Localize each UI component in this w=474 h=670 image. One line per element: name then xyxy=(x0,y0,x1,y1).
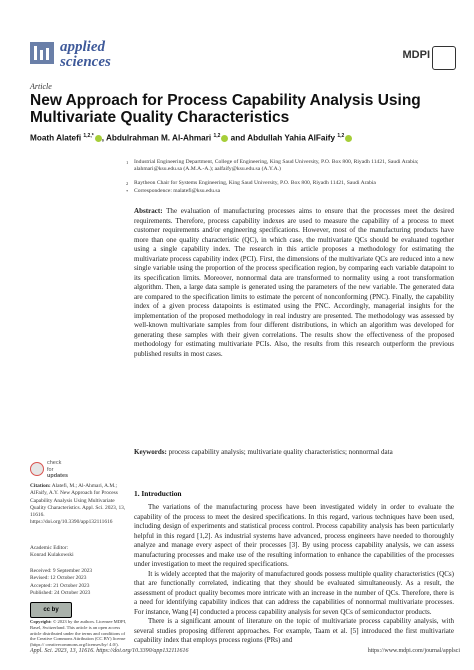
section-heading: 1. Introduction xyxy=(134,489,182,498)
author-affil-sup: 1,2 xyxy=(213,133,221,139)
orcid-icon[interactable] xyxy=(221,135,228,142)
revised-date: Revised: 12 October 2023 xyxy=(30,575,87,582)
copyright-block xyxy=(30,619,128,648)
abstract xyxy=(134,207,454,359)
affiliation xyxy=(126,159,454,173)
check-updates-line1: check for xyxy=(47,460,62,473)
author-affil-sup: 1,2 xyxy=(337,133,345,139)
intro-paragraph: The variations of the manufacturing process have been investigated widely in order to evaluate the capability of the process to meet the desired specifications. In this regard, various techniques have been used, including design of experiments and statistical process control. Process capability analysis has been particularly helpful in this regard [1,2]. As industrial systems have advanced, process engineers have needed to thoroughly analyze and manage every aspect of their processes [3]. By using process capability analysis, we can assess manufacturing processes and make use of the resulting information to enhance the capabilities of the processes under investigation to meet the required specifications. xyxy=(134,503,454,568)
editor-block xyxy=(30,545,128,560)
affiliation-text: Raytheon Chair for Systems Engineering, King Saud University, P.O. Box 800, Riyadh 11421, Saudi Arabia xyxy=(134,180,376,186)
author-list: Moath Alatefi $^{1,2,*}$ , Abdulrahman M. Al-Ahmari $^{1,2}$ and Abdullah Yahia AlFaify $^{1,2}$ xyxy=(30,133,450,143)
cc-license-badge[interactable]: cc by xyxy=(30,602,72,618)
citation-label: Citation: xyxy=(30,483,51,489)
mdpi-logo-icon[interactable] xyxy=(432,46,456,70)
copyright-label: Copyright: xyxy=(30,619,52,624)
journal-name[interactable] xyxy=(60,40,111,70)
copyright-text: © 2023 by the authors. Licensee MDPI, Basel, Switzerland. This article is an open access article distributed under the terms and conditions of the Creative Commons Attribution (CC BY) license (https:// creativecommons.org/licenses/by/ 4.0/). xyxy=(30,619,127,648)
affiliation-number: 2 xyxy=(126,181,129,186)
correspondence-text: Correspondence: malatefi@ksu.edu.sa xyxy=(134,188,221,194)
check-for-updates-badge[interactable] xyxy=(30,460,69,480)
editor-label: Academic Editor: xyxy=(30,545,69,551)
article-title: New Approach for Process Capability Analysis Using Multivariate Quality Characteristics xyxy=(30,92,421,126)
journal-name-line2: sciences xyxy=(60,54,111,70)
abstract-text: The evaluation of manufacturing processes aims to ensure that the processes meet the desired requirements. Therefore, process capability indexes are used to measure the capability of a process to meet customer requirements and/or engineering specifications. However, most of the manufacturing products have more than one quality characteristic (QC), in which case, the multivariate QCs should be evaluated together using a single capability index. The research in this article proposes a methodology for estimating the multivariate process capability index (PCI). First, the dimensions of the multivariate QCs are reduced into a new single variable using the proportion of the process specification region, by comparing each variable datapoint to its specification limits. Moreover, nonnormal data are transformed to normality using a root transformation algorithm. Then, a large data sample is generated using the parameters of the new variable. The generated data are compared to the specification limits to estimate the percent of nonconforming (PNC). Finally, the capability index of a given process datapoints is estimated using the PNC. Accordingly, managerial insights for the implementation of the proposed methodology in real industry are presented. The methodology was assessed by well-known multivariate samples from four different distributions, in which an algorithm was developed for generating these samples with their given correlations. The results show the effectiveness of the proposed methodology for estimating multivariate PCIs. Also, the results from this research outperform the previous published results in most cases. xyxy=(134,207,454,358)
intro-paragraph: There is a significant amount of literature on the topic of multivariate process capability analysis, with several studies proposing different approaches. For example, Taam et al. [5] introduced the first multivariate capability index that employs process regions (PRs) and xyxy=(134,617,454,644)
affiliation xyxy=(126,188,454,195)
author-name[interactable]: Moath Alatefi xyxy=(30,133,82,143)
abstract-label: Abstract: xyxy=(134,207,163,215)
keywords-label: Keywords: xyxy=(134,448,167,456)
accepted-date: Accepted: 21 October 2023 xyxy=(30,582,90,589)
introduction-body xyxy=(134,503,454,646)
check-updates-icon xyxy=(30,462,44,476)
citation-block xyxy=(30,483,128,527)
journal-name-line1: applied xyxy=(60,39,105,55)
editor-name: Konrad Kulakowski xyxy=(30,552,74,559)
author-name[interactable]: Abdulrahman M. Al-Ahmari xyxy=(105,133,212,143)
affiliation-text: Industrial Engineering Department, College of Engineering, King Saud University, P.O. Box 800, Riyadh 11421, Saudi Arabia; alahmari@ksu.edu.sa (A.M.A.-A.); aalfaify@ksu.edu.sa (A.Y.A.) xyxy=(134,159,419,172)
article-type: Article xyxy=(30,82,52,91)
author-name[interactable]: Abdullah Yahia AlFaify xyxy=(247,133,336,143)
journal-logo-icon xyxy=(30,42,54,64)
received-date: Received: 9 September 2023 xyxy=(30,568,93,574)
affiliation-number: * xyxy=(126,189,129,194)
footer-journal-url[interactable]: https://www.mdpi.com/journal/applsci xyxy=(367,648,460,654)
author-affil-sup: 1,2,* xyxy=(83,133,94,139)
orcid-icon[interactable] xyxy=(95,135,102,142)
keywords-text: process capability analysis; multivariate quality characteristics; nonnormal data xyxy=(168,448,393,456)
affiliation-number: 1 xyxy=(126,160,129,165)
intro-paragraph: It is widely accepted that the majority of manufactured goods possess multiple quality characteristics (QCs) that are functionally correlated, indicating that they should be evaluated simultaneously. As a result, the assessment of product quality becomes more intricate with an increase in the number of QCs. Therefore, there is a need for identifying capability indices that can address the capabilities of nonnormal multivariate processes. For instance, Wang [4] conducted a process capability analysis for seven QCs of semiconductor products. xyxy=(134,569,454,616)
affiliation xyxy=(126,180,454,187)
keywords xyxy=(134,448,454,458)
dates-block xyxy=(30,568,128,597)
orcid-icon[interactable] xyxy=(345,135,352,142)
footer-citation: Appl. Sci. 2023, 13, 11616. https://doi.org/10.3390/app132111616 xyxy=(30,648,189,654)
publisher-name: MDPI xyxy=(402,49,430,61)
published-date: Published: 24 October 2023 xyxy=(30,589,91,596)
check-updates-line2: updates xyxy=(47,473,69,479)
citation-text: Alatefi, M.; Al-Ahmari, A.M.; AlFaify, A.Y. New Approach for Process Capability Analysis Using Multivariate Quality Characteristics. Appl. Sci. 2023, 13, 11616. https://doi.org/10.3390/app132111616 xyxy=(30,483,126,526)
